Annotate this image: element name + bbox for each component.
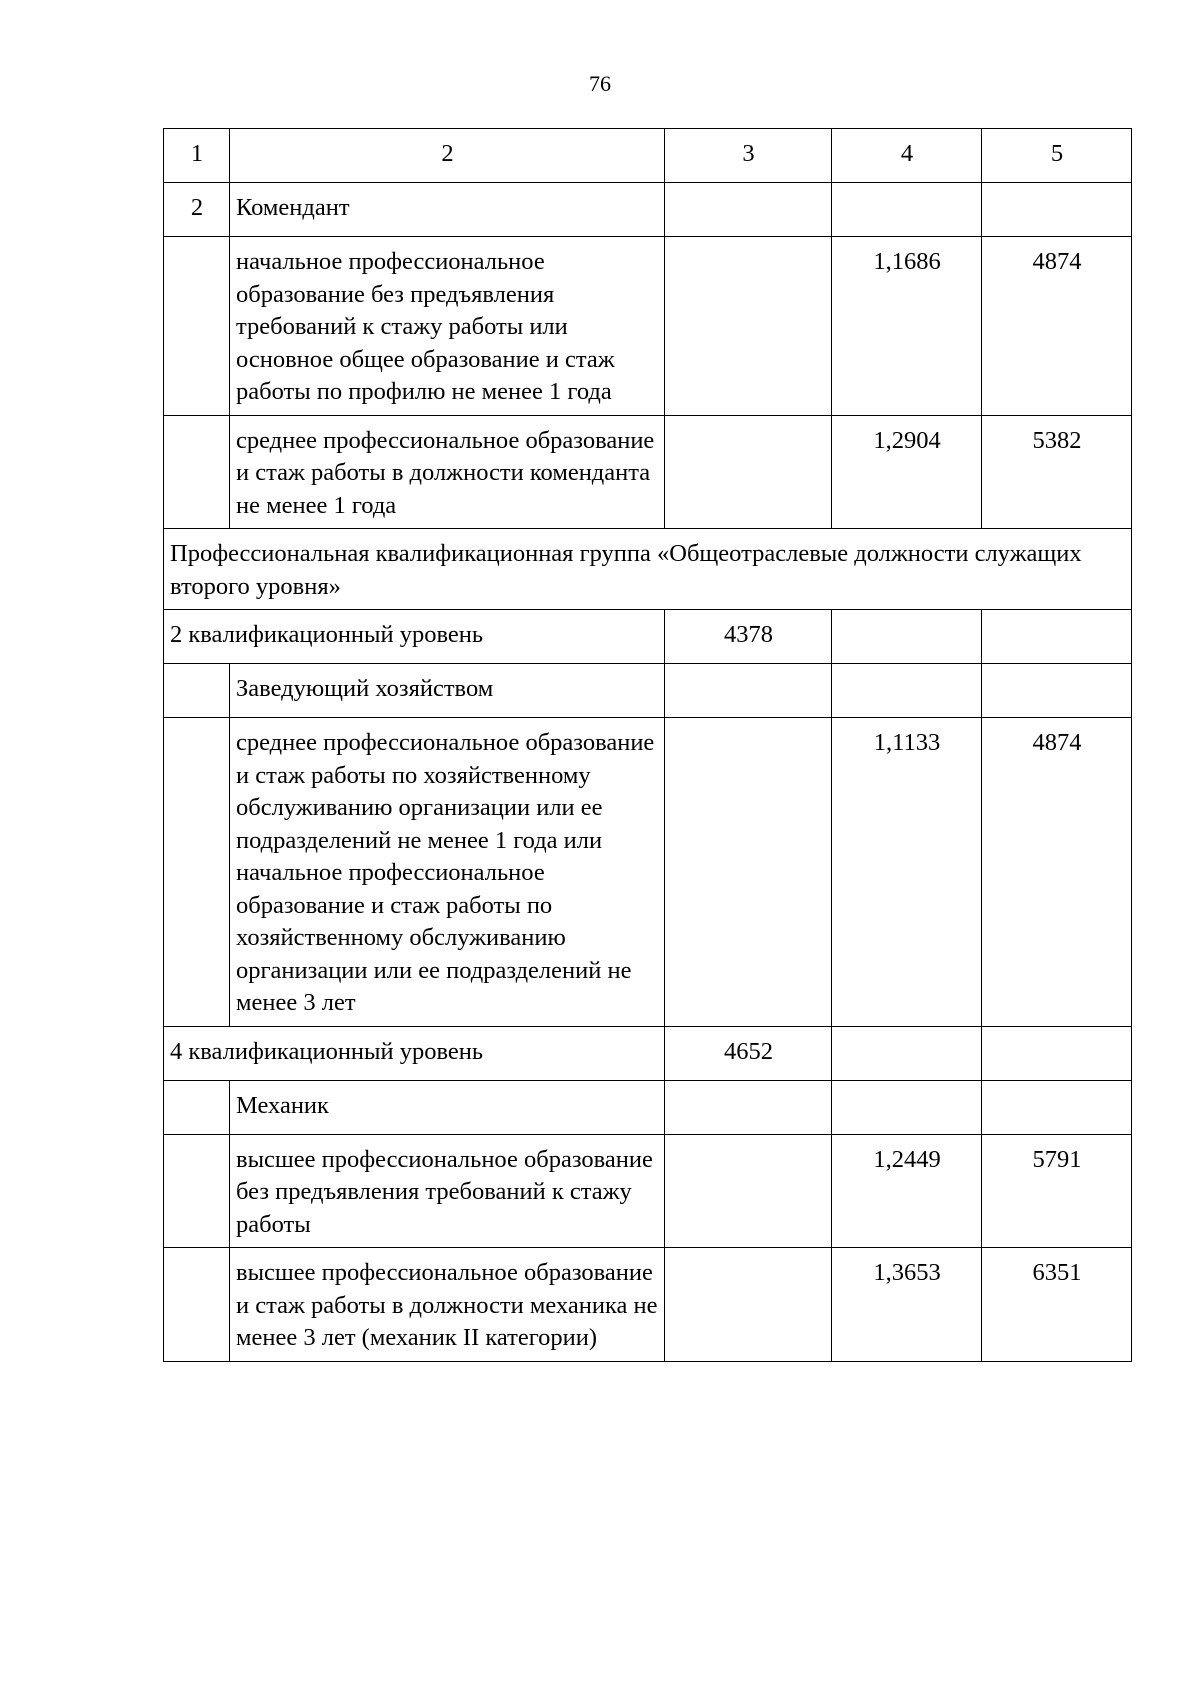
header-cell-1: 1: [164, 129, 230, 183]
table-row: [164, 183, 1132, 237]
coefficient-value: 1,2904: [832, 415, 982, 529]
empty-cell: [665, 664, 832, 718]
empty-cell: [665, 718, 832, 1027]
salary-value: 5791: [982, 1134, 1132, 1248]
header-cell-5: 5: [982, 129, 1132, 183]
empty-cell: [832, 664, 982, 718]
empty-cell: [665, 183, 832, 237]
salary-value: 5382: [982, 415, 1132, 529]
position-title: Заведующий хозяйством: [230, 664, 665, 718]
requirement-text: начальное профессиональное образование без предъявления требований к стажу работы или основное общее образование и стаж работы по профилю не менее 1 года: [230, 237, 665, 416]
empty-cell: [832, 1026, 982, 1080]
empty-cell: [665, 237, 832, 416]
header-cell-2: 2: [230, 129, 665, 183]
base-salary-value: 4378: [665, 610, 832, 664]
empty-cell: [164, 1080, 230, 1134]
empty-cell: [164, 1248, 230, 1362]
salary-value: 6351: [982, 1248, 1132, 1362]
empty-cell: [982, 610, 1132, 664]
empty-cell: [665, 1080, 832, 1134]
qualification-table: [163, 128, 1132, 1362]
empty-cell: [832, 610, 982, 664]
group-title: Профессиональная квалификационная группа «Общеотраслевые должности служащих второго уровня»: [164, 529, 1132, 610]
row-number: 2: [164, 183, 230, 237]
empty-cell: [832, 183, 982, 237]
requirement-text: высшее профессиональное образование и стаж работы в должности механика не менее 3 лет (механик II категории): [230, 1248, 665, 1362]
coefficient-value: 1,2449: [832, 1134, 982, 1248]
table-row: [164, 415, 1132, 529]
empty-cell: [982, 183, 1132, 237]
table-row: [164, 1248, 1132, 1362]
table-header-row: [164, 129, 1132, 183]
level-label: 2 квалификационный уровень: [164, 610, 665, 664]
requirement-text: высшее профессиональное образование без предъявления требований к стажу работы: [230, 1134, 665, 1248]
base-salary-value: 4652: [665, 1026, 832, 1080]
coefficient-value: 1,1133: [832, 718, 982, 1027]
level-row: [164, 1026, 1132, 1080]
empty-cell: [164, 718, 230, 1027]
empty-cell: [832, 1080, 982, 1134]
empty-cell: [164, 237, 230, 416]
requirement-text: среднее профессиональное образование и стаж работы в должности коменданта не менее 1 года: [230, 415, 665, 529]
empty-cell: [665, 1134, 832, 1248]
coefficient-value: 1,3653: [832, 1248, 982, 1362]
empty-cell: [164, 415, 230, 529]
coefficient-value: 1,1686: [832, 237, 982, 416]
salary-value: 4874: [982, 718, 1132, 1027]
page-number: 76: [589, 71, 611, 96]
table-row: [164, 237, 1132, 416]
table-row: [164, 664, 1132, 718]
salary-value: 4874: [982, 237, 1132, 416]
empty-cell: [982, 664, 1132, 718]
header-cell-3: 3: [665, 129, 832, 183]
empty-cell: [164, 664, 230, 718]
table-row: [164, 1134, 1132, 1248]
position-title: Комендант: [230, 183, 665, 237]
table-row: [164, 1080, 1132, 1134]
level-label: 4 квалификационный уровень: [164, 1026, 665, 1080]
level-row: [164, 610, 1132, 664]
empty-cell: [665, 1248, 832, 1362]
table-row: [164, 718, 1132, 1027]
requirement-text: среднее профессиональное образование и стаж работы по хозяйственному обслуживанию организации или ее подразделений не менее 1 года или начальное профессиональное образование и стаж работы по хозяйственному обслуживанию организации или ее подразделений не менее 3 лет: [230, 718, 665, 1027]
empty-cell: [164, 1134, 230, 1248]
empty-cell: [665, 415, 832, 529]
empty-cell: [982, 1080, 1132, 1134]
empty-cell: [982, 1026, 1132, 1080]
position-title: Механик: [230, 1080, 665, 1134]
header-cell-4: 4: [832, 129, 982, 183]
group-row: [164, 529, 1132, 610]
